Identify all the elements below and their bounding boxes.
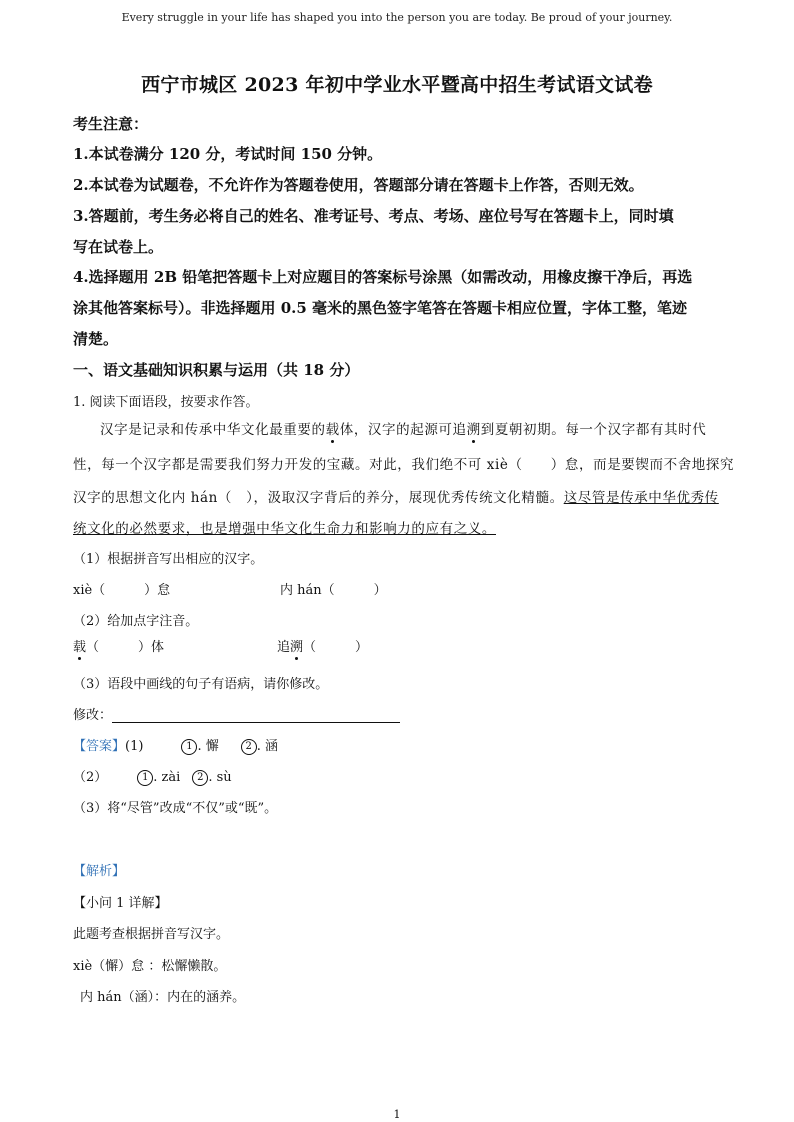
circled-number-2: 2 <box>192 770 208 786</box>
revision-line <box>73 704 400 723</box>
revision-label: 修改： <box>73 708 113 723</box>
passage-text: 体，汉字的起源可追 <box>339 422 467 438</box>
notice-line-2: 2.本试卷为试题卷，不允许作为答题卷使用，答题部分请在答题卡上作答，否则无效。 <box>73 176 644 194</box>
answer-tag: 【答案】 <box>73 739 126 754</box>
answer-line-3: （3）将“尽管”改成“不仅”或“既”。 <box>73 801 278 816</box>
sub-question-1-b: 内 hán（ ） <box>280 583 387 598</box>
passage-text: 到夏朝初期。每一个汉字都有其时代 <box>480 422 707 438</box>
exam-title: 西宁市城区 2023 年初中学业水平暨高中招生考试语文试卷 <box>141 74 653 96</box>
notice-line-3a: 3.答题前，考生务必将自己的姓名、准考证号、考点、考场、座位号写在答题卡上，同时填 <box>73 207 674 225</box>
notice-line-4a: 4.选择题用 2B 铅笔把答题卡上对应题目的答案标号涂黑（如需改动，用橡皮擦干净后，再选 <box>73 268 693 286</box>
page-number: 1 <box>393 1108 401 1121</box>
notice-line-4c: 清楚。 <box>73 330 119 348</box>
sub-question-3-label: （3）语段中画线的句子有语病，请你修改。 <box>73 677 329 692</box>
passage-text: 汉字的思想文化内 hán（ ），汲取汉字背后的养分，展现优秀传统文化精髓。 <box>73 490 564 506</box>
notice-line-3b: 写在试卷上。 <box>73 238 164 256</box>
notice-line-1: 1.本试卷满分 120 分，考试时间 150 分钟。 <box>73 145 383 163</box>
passage-line-1 <box>100 418 706 438</box>
analysis-line-3: 内 hán（涵）：内在的涵养。 <box>80 990 246 1005</box>
analysis-tag: 【解析】 <box>73 864 126 879</box>
page-header-motto: Every struggle in your life has shaped you into the person you are today. Be proud of your journey. <box>121 11 673 24</box>
analysis-line-2: xiè（懈）怠 ：松懈懒散。 <box>73 959 227 974</box>
dotted-char: 载 <box>326 418 340 438</box>
passage-line-4-underlined: 统文化的必然要求，也是增强中华文化生命力和影响力的应有之义。 <box>73 521 496 537</box>
answer-line-2 <box>73 766 232 786</box>
plain-char: 追 <box>277 640 291 655</box>
answer-value: . 涵 <box>256 739 278 754</box>
dotted-char: 溯 <box>290 636 303 655</box>
circled-number-1: 1 <box>137 770 153 786</box>
notice-line-4b: 涂其他答案标号）。非选择题用 0.5 毫米的黑色签字笔答在答题卡相应位置，字体工整，笔迹 <box>73 299 688 317</box>
sub-question-2-label: （2）给加点字注音。 <box>73 614 199 629</box>
passage-line-3 <box>73 486 719 506</box>
revision-blank <box>112 708 400 723</box>
sub-question-1-a: xiè（ ）怠 <box>73 583 171 598</box>
circled-number-1: 1 <box>181 739 197 755</box>
blank: （ ） <box>303 640 369 655</box>
answer-line-1 <box>73 735 278 755</box>
blank: （ ）体 <box>86 640 165 655</box>
dotted-char: 载 <box>73 636 86 655</box>
dotted-char: 溯 <box>467 418 481 438</box>
section-1-heading: 一、语文基础知识积累与运用（共 18 分） <box>73 361 360 379</box>
passage-line-2: 性，每一个汉字都是需要我们努力开发的宝藏。对此，我们绝不可 xiè（ ）怠，而是要锲而不舍地探究 <box>73 457 735 473</box>
analysis-line-1: 此题考查根据拼音写汉字。 <box>73 927 230 942</box>
answer-value: . 懈 <box>197 739 219 754</box>
answer-part-label: (1) <box>125 739 144 754</box>
passage-text: 汉字是记录和传承中华文化最重要的 <box>100 422 326 438</box>
circled-number-2: 2 <box>241 739 257 755</box>
sub-question-1-label: （1）根据拼音写出相应的汉字。 <box>73 552 264 567</box>
analysis-sub-tag: 【小问 1 详解】 <box>73 896 168 911</box>
notice-heading: 考生注意： <box>73 115 149 133</box>
answer-value: . sù <box>208 770 232 785</box>
underlined-sentence: 这尽管是传承中华优秀传 <box>563 490 719 506</box>
question-1-stem: 1. 阅读下面语段，按要求作答。 <box>73 395 259 410</box>
sub-question-2-b <box>277 636 368 655</box>
answer-value: . zài <box>153 770 181 785</box>
sub-question-2-a <box>73 636 164 655</box>
answer-part-label: （2） <box>73 770 108 785</box>
